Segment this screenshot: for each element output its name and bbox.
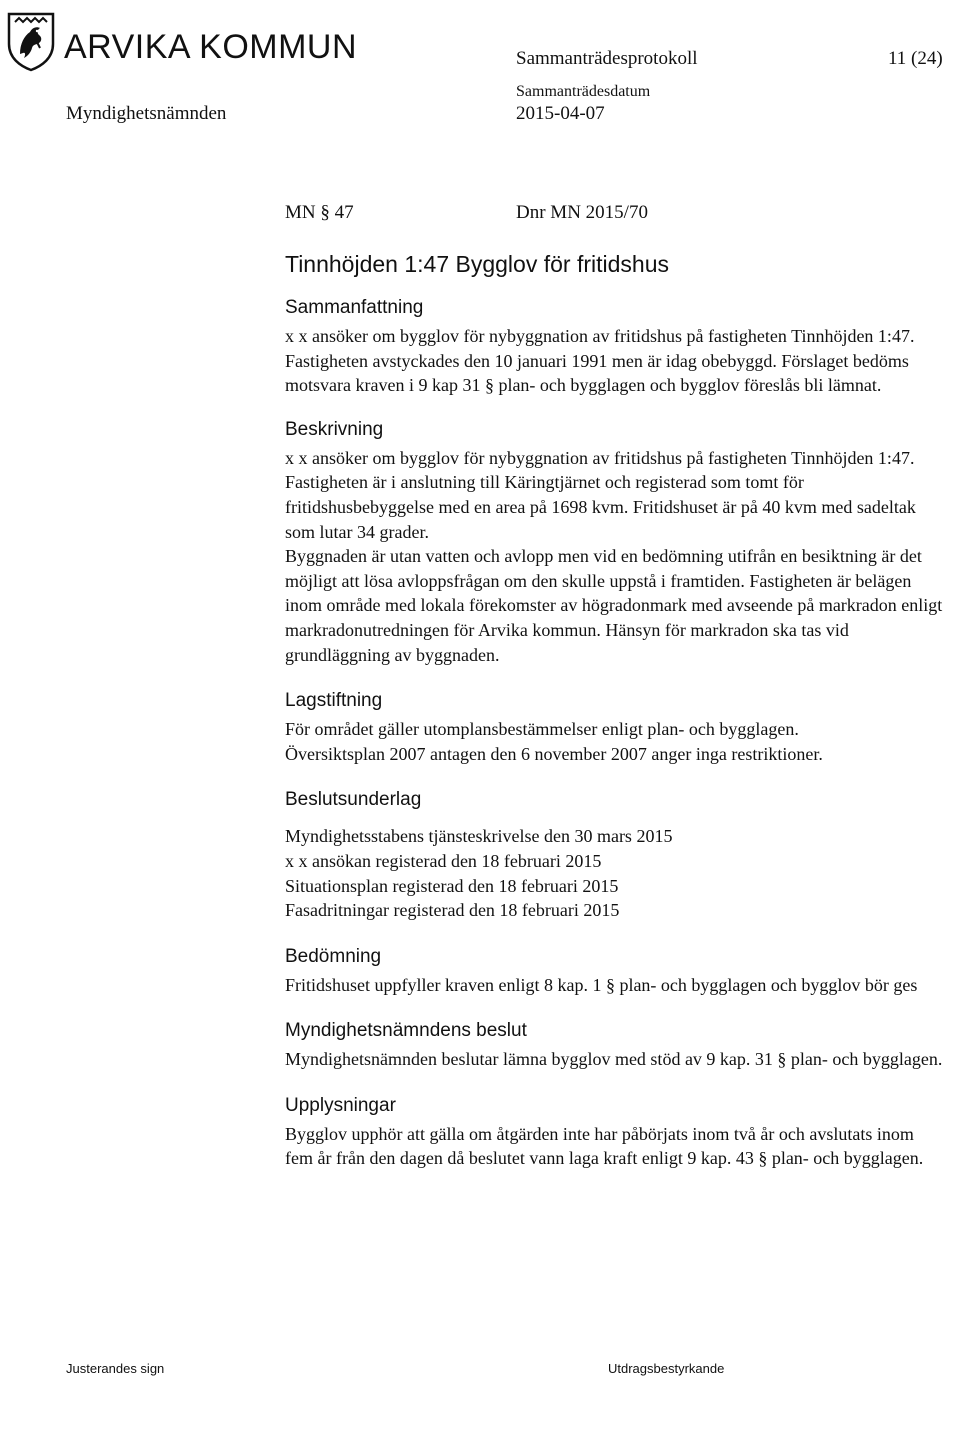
case-reference (285, 202, 945, 228)
section-text: Bygglov upphör att gälla om åtgärden inte har påbörjats inom två år och avslutats inom fem år från den dagen då beslutet vann laga kraft enligt 9 kap. 43 § plan- och bygglagen. (285, 1123, 924, 1169)
section-bedomning (285, 945, 945, 998)
section-heading: Beskrivning (285, 418, 384, 440)
section-text: x x ansöker om bygglov för nybyggnation av fritidshus på fastigheten Tinnhöjden 1:47. Fastigheten avstyckades den 10 januari 1991 men är idag obebyggd. Förslaget bedöms motsvara kraven i 9 kap 31 § plan- och bygglagen och bygglov föreslås bli lämnat. (285, 326, 915, 396)
section-beslutsunderlag (285, 788, 945, 922)
section-heading: Lagstiftning (285, 690, 383, 712)
section-heading: Upplysningar (285, 1094, 396, 1116)
section-heading: Beslutsunderlag (285, 789, 422, 811)
section-beslut (285, 1019, 945, 1072)
section-text: Byggnaden är utan vatten och avlopp men vid en bedömning utifrån en besiktning är det möjligt att lösa avloppsfrågan om den skulle uppstå i framtiden. Fastigheten är belägen inom område med lokala förekomster av högradonmark med avseende på markradon enligt markradonutredningen för Arvika kommun. Hänsyn för markradon ska tas vid grundläggning av byggnaden. (285, 546, 943, 665)
document-type: Sammanträdesprotokoll (516, 48, 698, 69)
section-text: Myndighetsnämnden beslutar lämna bygglov med stöd av 9 kap. 31 § plan- och bygglagen. (285, 1049, 943, 1070)
municipality-wordmark: ARVIKA KOMMUN (64, 28, 358, 66)
list-item: Situationsplan registerad den 18 februari 2015 (285, 875, 619, 896)
meeting-date-label: Sammanträdesdatum (516, 83, 651, 100)
list-item: x x ansökan registerad den 18 februari 2015 (285, 850, 602, 871)
list-item: Översiktsplan 2007 antagen den 6 november 2007 anger inga restriktioner. (285, 743, 823, 764)
list-item: Fasadritningar registerad den 18 februari 2015 (285, 900, 620, 921)
section-beskrivning (285, 418, 945, 667)
section-lagstiftning (285, 689, 945, 766)
committee-name: Myndighetsnämnden (66, 103, 227, 124)
page-number: 11 (24) (888, 48, 943, 69)
section-upplysningar (285, 1094, 945, 1171)
section-text: x x ansöker om bygglov för nybyggnation av fritidshus på fastigheten Tinnhöjden 1:47. Fastigheten är i anslutning till Käringtjärnet och registerad som tomt för fritidshusbebyggelse med en area på 1698 kvm. Fritidshuset är på 40 kvm med sadeltak som lutar 34 grader. (285, 447, 916, 542)
case-title: Tinnhöjden 1:47 Bygglov för fritidshus (285, 251, 669, 277)
list-item: För området gäller utomplansbestämmelser enligt plan- och bygglagen. (285, 719, 799, 740)
diary-number: Dnr MN 2015/70 (516, 202, 648, 223)
case-content (285, 202, 945, 1171)
section-text: Fritidshuset uppfyller kraven enligt 8 kap. 1 § plan- och bygglagen och bygglov bör ges (285, 974, 918, 995)
coat-of-arms-logo (6, 10, 56, 72)
list-item: Myndighetsstabens tjänsteskrivelse den 30 mars 2015 (285, 826, 673, 847)
footer-sign-label: Justerandes sign (66, 1361, 165, 1376)
section-heading: Myndighetsnämndens beslut (285, 1020, 527, 1042)
section-heading: Sammanfattning (285, 297, 424, 318)
meeting-date: 2015-04-07 (516, 103, 605, 124)
section-sammanfattning (285, 296, 945, 398)
section-heading: Bedömning (285, 945, 382, 967)
footer-certification-label: Utdragsbestyrkande (608, 1361, 725, 1376)
paragraph-number: MN § 47 (285, 202, 354, 223)
